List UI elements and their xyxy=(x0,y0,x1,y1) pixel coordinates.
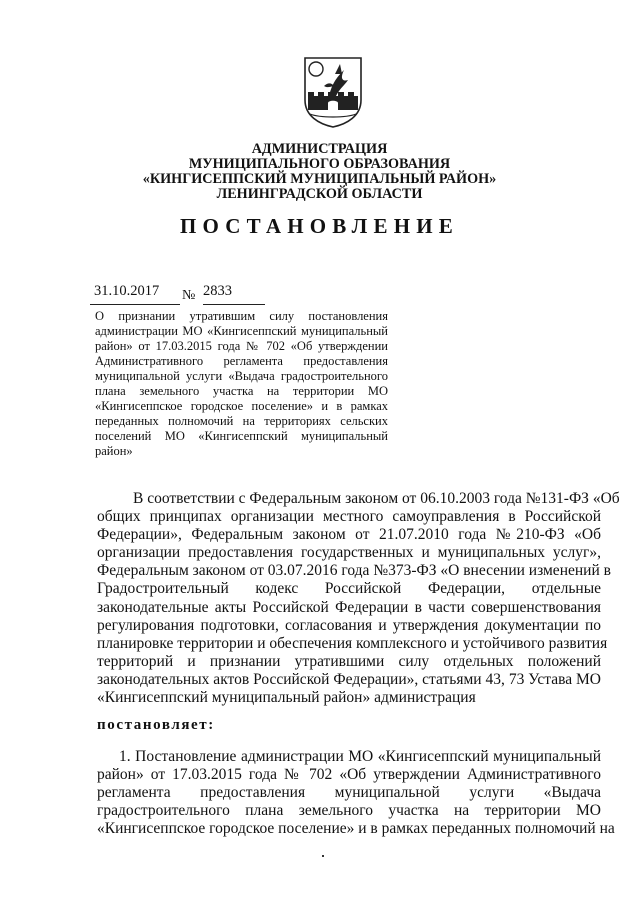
preamble-line: Градостроительный кодекс Российской Федерации, отдельные xyxy=(97,580,601,598)
header-line-region: ЛЕНИНГРАДСКОЙ ОБЛАСТИ xyxy=(216,186,423,202)
preamble-line: организации предоставления государственных и муниципальных услуг», xyxy=(97,544,601,562)
preamble-line: регулирования подготовки, согласования и утверждения документации по xyxy=(97,616,601,634)
preamble-line: территорий и признании утратившими силу отдельных положений xyxy=(97,652,601,670)
item-line: район» от 17.03.2015 года № 702 «Об утверждении Административного xyxy=(97,766,601,784)
subject-line: администрации МО «Кингисеппский муниципальный xyxy=(95,324,388,339)
preamble-paragraph xyxy=(97,490,620,707)
header-line-municipal-formation: МУНИЦИПАЛЬНОГО ОБРАЗОВАНИЯ xyxy=(188,156,451,172)
document-title: ПОСТАНОВЛЕНИЕ xyxy=(179,214,460,238)
item-line: 1. Постановление администрации МО «Кингисеппский муниципальный xyxy=(119,748,601,765)
subject-line: муниципальной услуги «Выдача градостроительного xyxy=(95,369,388,384)
page-speck xyxy=(322,855,324,857)
subject-line: О признании утратившим силу постановления xyxy=(95,309,388,323)
preamble-line: планировке территории и обеспечения комплексного и устойчивого развития xyxy=(97,634,608,652)
preamble-line: общих принципах организации местного самоуправления в Российской xyxy=(97,508,601,526)
subject-line: плана земельного участка на территории МО xyxy=(95,384,388,399)
header-line-district-name: «КИНГИСЕППСКИЙ МУНИЦИПАЛЬНЫЙ РАЙОН» xyxy=(142,171,497,187)
subject-line: район» от 17.03.2015 года № 702 «Об утверждении xyxy=(95,339,388,354)
preamble-line: законодательные акты Российской Федерации в части совершенствования xyxy=(97,598,601,616)
item-line: градостроительного плана земельного участка на территории МО xyxy=(97,802,601,820)
preamble-line: В соответствии с Федеральным законом от 06.10.2003 года №131-ФЗ «Об xyxy=(133,490,620,507)
item-line: «Кингисеппское городское поселение» и в рамках переданных полномочий на xyxy=(97,820,615,838)
item-line: регламента предоставления муниципальной услуги «Выдача xyxy=(97,784,601,802)
preamble-line: Федерации», Федеральным законом от 21.07.2010 года №210-ФЗ «Об xyxy=(97,526,601,544)
coat-of-arms-emblem xyxy=(302,56,364,128)
preamble-line: «Кингисеппский муниципальный район» администрация xyxy=(97,689,476,707)
number-sign: № xyxy=(182,288,196,303)
document-subject xyxy=(95,309,388,459)
header-line-administration: АДМИНИСТРАЦИЯ xyxy=(251,141,388,157)
item-1-paragraph xyxy=(97,748,615,838)
decree-word: постановляет: xyxy=(97,717,215,733)
document-date: 31.10.2017 xyxy=(90,283,180,305)
subject-line: Административного регламента предоставления xyxy=(95,354,388,369)
preamble-line: Федеральным законом от 03.07.2016 года №373-ФЗ «О внесении изменений в xyxy=(97,562,611,580)
preamble-line: законодательных актов Российской Федерации», статьями 43, 73 Устава МО xyxy=(97,670,601,688)
document-number: 2833 xyxy=(203,283,265,305)
subject-line: «Кингисеппское городское поселение» и в рамках xyxy=(95,399,388,414)
subject-line: район» xyxy=(95,444,133,459)
subject-line: переданных полномочий на территориях сельских xyxy=(95,414,388,429)
subject-line: поселений МО «Кингисеппский муниципальный xyxy=(95,429,388,444)
